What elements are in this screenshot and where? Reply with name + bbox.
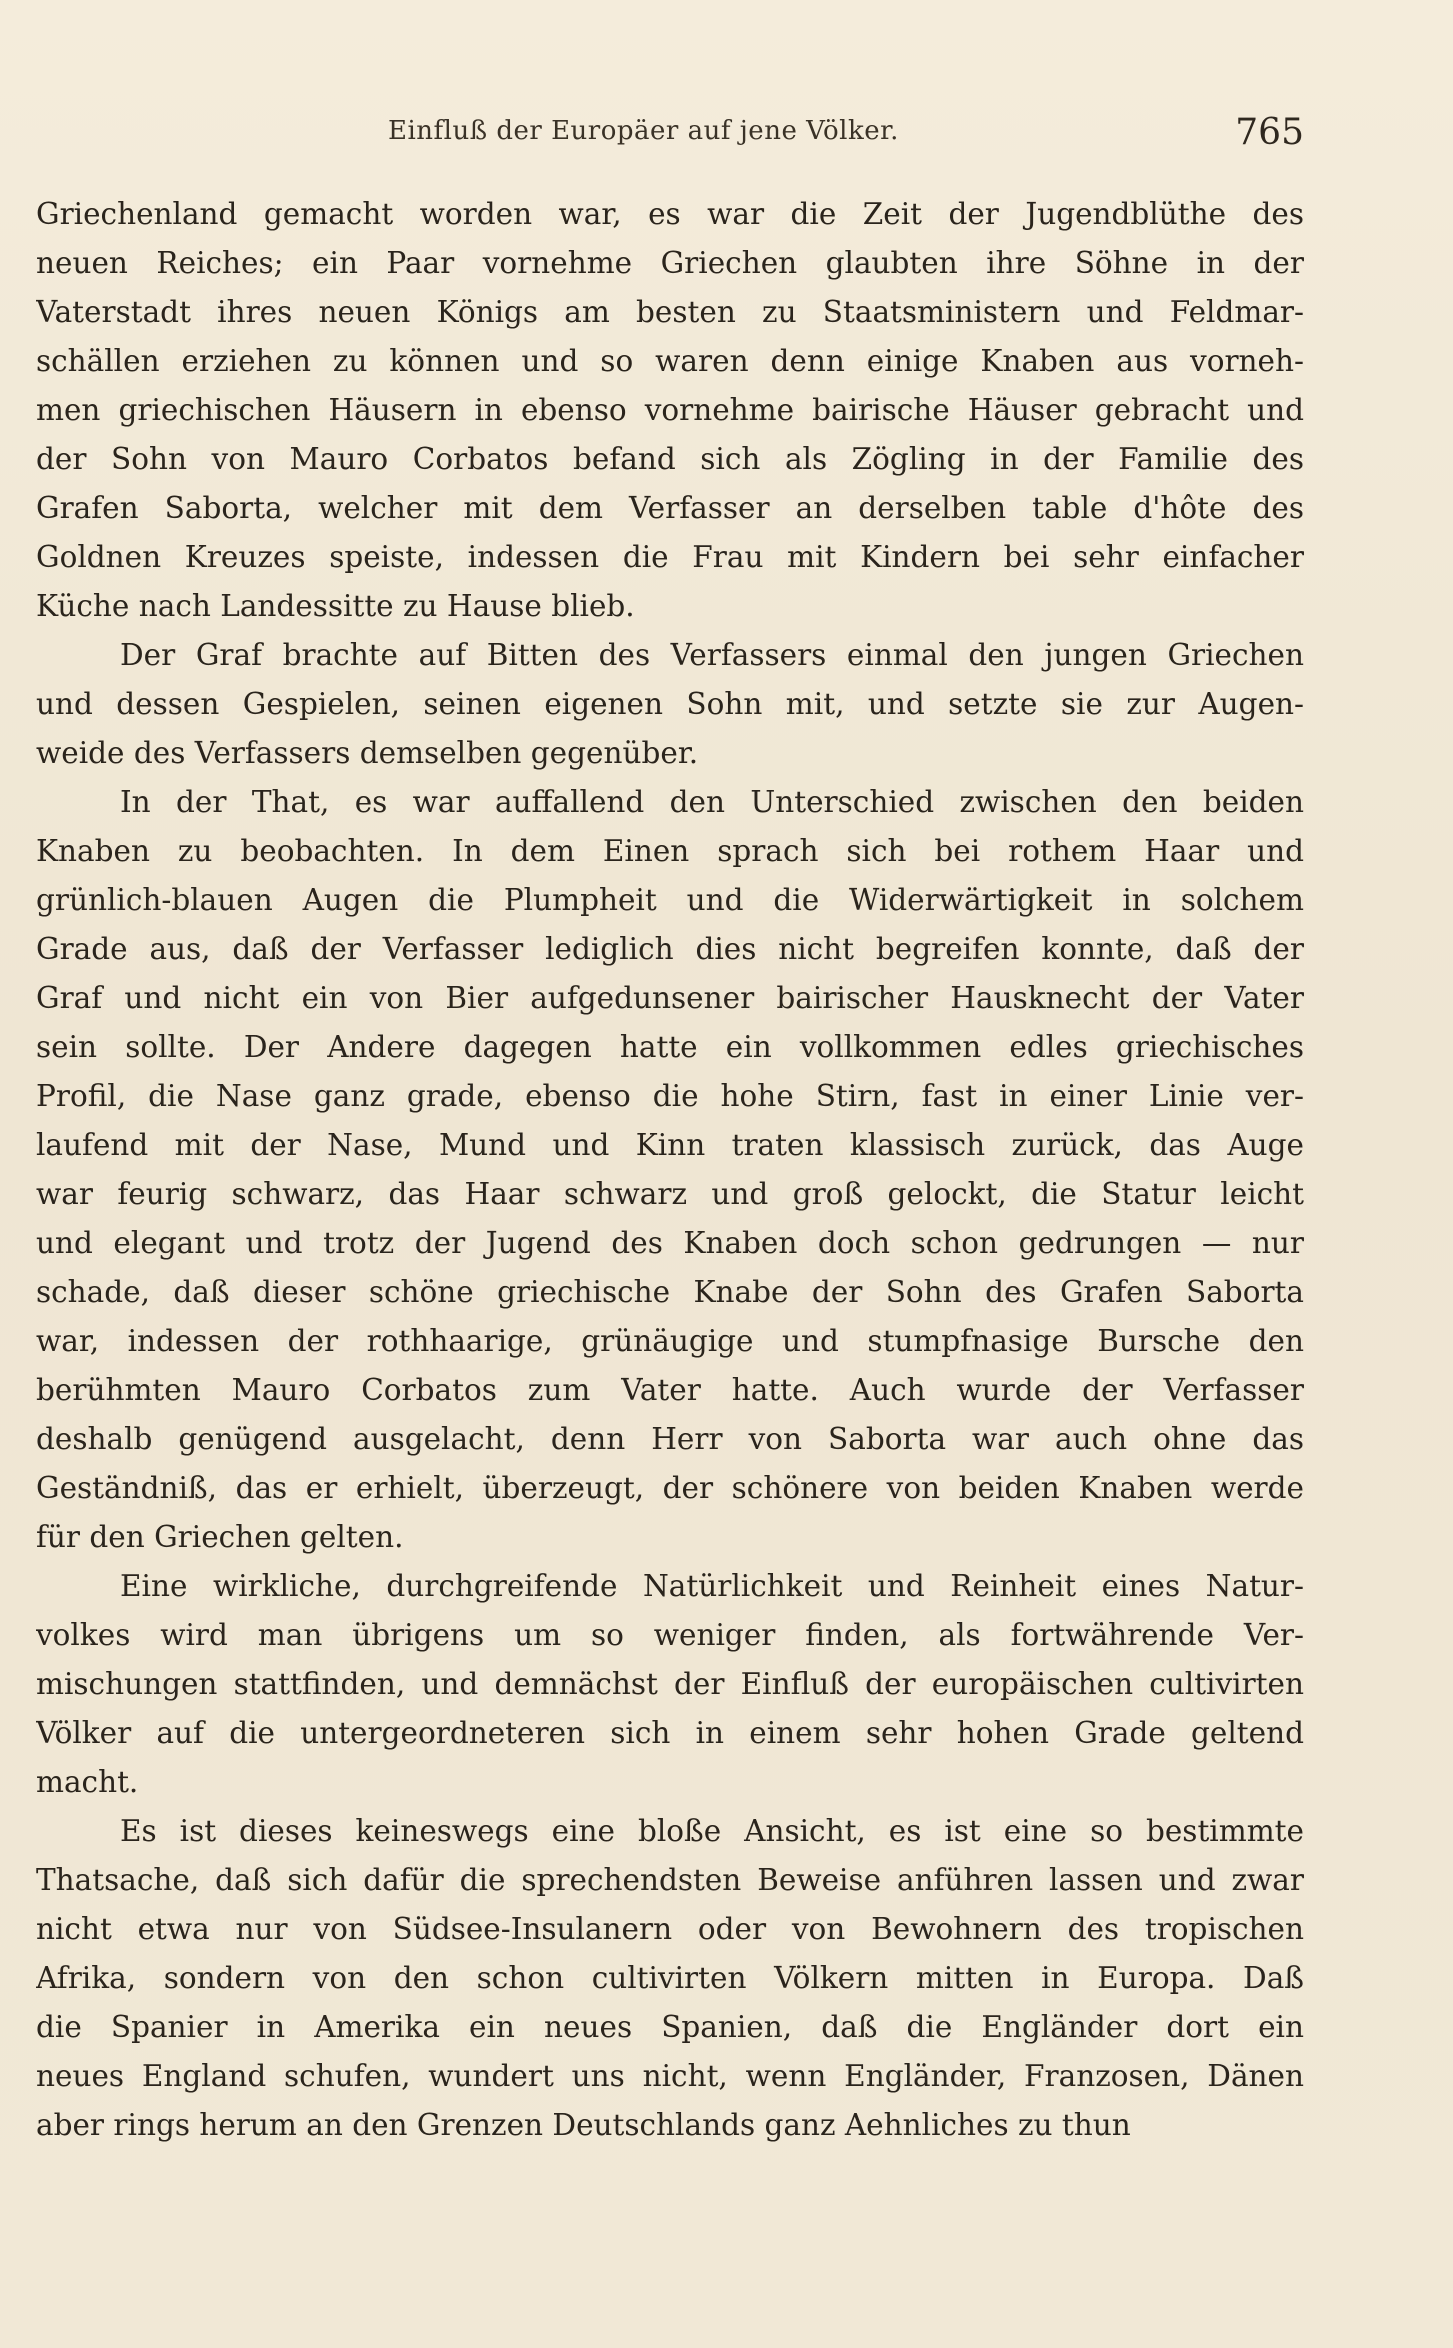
text-line: mischungen stattfinden, und demnächst der Einfluß der europäischen cultivirten — [36, 1667, 1304, 1701]
text-line: nicht etwa nur von Südsee-Insulanern oder von Bewohnern des tropischen — [36, 1912, 1304, 1946]
text-line: Thatsache, daß sich dafür die sprechendsten Beweise anführen lassen und zwar — [36, 1863, 1304, 1897]
text-line: Graf und nicht ein von Bier aufgedunsener bairischer Hausknecht der Vater — [36, 981, 1304, 1015]
paragraph — [36, 778, 1304, 1562]
text-line: grünlich-blauen Augen die Plumpheit und die Widerwärtigkeit in solchem — [36, 883, 1304, 917]
text-line: berühmten Mauro Corbatos zum Vater hatte. Auch wurde der Verfasser — [36, 1373, 1304, 1407]
paragraph — [36, 631, 1304, 778]
text-line: und elegant und trotz der Jugend des Knaben doch schon gedrungen — nur — [36, 1226, 1304, 1260]
text-line: schällen erziehen zu können und so waren denn einige Knaben aus vorneh- — [36, 344, 1304, 378]
text-line: Völker auf die untergeordneteren sich in einem sehr hohen Grade geltend — [36, 1716, 1304, 1750]
text-line: Küche nach Landessitte zu Hause blieb. — [36, 589, 635, 623]
text-line: aber rings herum an den Grenzen Deutschlands ganz Aehnliches zu thun — [36, 2108, 1131, 2142]
page-number: 765 — [1235, 112, 1304, 153]
text-line: men griechischen Häusern in ebenso vornehme bairische Häuser gebracht und — [36, 393, 1304, 427]
text-line: macht. — [36, 1765, 139, 1799]
body-text — [36, 190, 1304, 2150]
text-line: Grafen Saborta, welcher mit dem Verfasser an derselben table d'hôte des — [36, 491, 1304, 525]
running-title: Einfluß der Europäer auf jene Völker. — [388, 116, 899, 146]
text-line: deshalb genügend ausgelacht, denn Herr von Saborta war auch ohne das — [36, 1422, 1304, 1456]
text-line: Griechenland gemacht worden war, es war die Zeit der Jugendblüthe des — [36, 197, 1304, 231]
text-line: der Sohn von Mauro Corbatos befand sich als Zögling in der Familie des — [36, 442, 1304, 476]
text-line: Profil, die Nase ganz grade, ebenso die hohe Stirn, fast in einer Linie ver- — [36, 1079, 1304, 1113]
text-line: In der That, es war auffallend den Unterschied zwischen den beiden — [120, 785, 1304, 819]
text-line: Der Graf brachte auf Bitten des Verfassers einmal den jungen Griechen — [120, 638, 1304, 672]
text-line: schade, daß dieser schöne griechische Knabe der Sohn des Grafen Saborta — [36, 1275, 1304, 1309]
text-line: weide des Verfassers demselben gegenüber. — [36, 736, 699, 770]
text-line: war, indessen der rothhaarige, grünäugige und stumpfnasige Bursche den — [36, 1324, 1304, 1358]
text-line: sein sollte. Der Andere dagegen hatte ein vollkommen edles griechisches — [36, 1030, 1304, 1064]
text-line: Grade aus, daß der Verfasser lediglich dies nicht begreifen konnte, daß der — [36, 932, 1304, 966]
text-line: Eine wirkliche, durchgreifende Natürlichkeit und Reinheit eines Natur- — [120, 1569, 1304, 1603]
text-line: volkes wird man übrigens um so weniger finden, als fortwährende Ver- — [36, 1618, 1304, 1652]
paragraph — [36, 1562, 1304, 1807]
text-line: die Spanier in Amerika ein neues Spanien, daß die Engländer dort ein — [36, 2010, 1304, 2044]
text-line: neuen Reiches; ein Paar vornehme Griechen glaubten ihre Söhne in der — [36, 246, 1304, 280]
text-line: neues England schufen, wundert uns nicht, wenn Engländer, Franzosen, Dänen — [36, 2059, 1304, 2093]
text-line: für den Griechen gelten. — [36, 1520, 404, 1554]
paragraph — [36, 190, 1304, 631]
running-head — [36, 112, 1304, 162]
text-line: Goldnen Kreuzes speiste, indessen die Frau mit Kindern bei sehr einfacher — [36, 540, 1304, 574]
text-line: laufend mit der Nase, Mund und Kinn traten klassisch zurück, das Auge — [36, 1128, 1304, 1162]
text-line: Knaben zu beobachten. In dem Einen sprach sich bei rothem Haar und — [36, 834, 1304, 868]
text-line: Es ist dieses keineswegs eine bloße Ansicht, es ist eine so bestimmte — [120, 1814, 1304, 1848]
text-line: Afrika, sondern von den schon cultivirten Völkern mitten in Europa. Daß — [36, 1961, 1304, 1995]
text-line: Vaterstadt ihres neuen Königs am besten zu Staatsministern und Feldmar- — [36, 295, 1304, 329]
paragraph — [36, 1807, 1304, 2150]
text-line: und dessen Gespielen, seinen eigenen Sohn mit, und setzte sie zur Augen- — [36, 687, 1304, 721]
text-line: Geständniß, das er erhielt, überzeugt, der schönere von beiden Knaben werde — [36, 1471, 1304, 1505]
text-line: war feurig schwarz, das Haar schwarz und groß gelockt, die Statur leicht — [36, 1177, 1304, 1211]
